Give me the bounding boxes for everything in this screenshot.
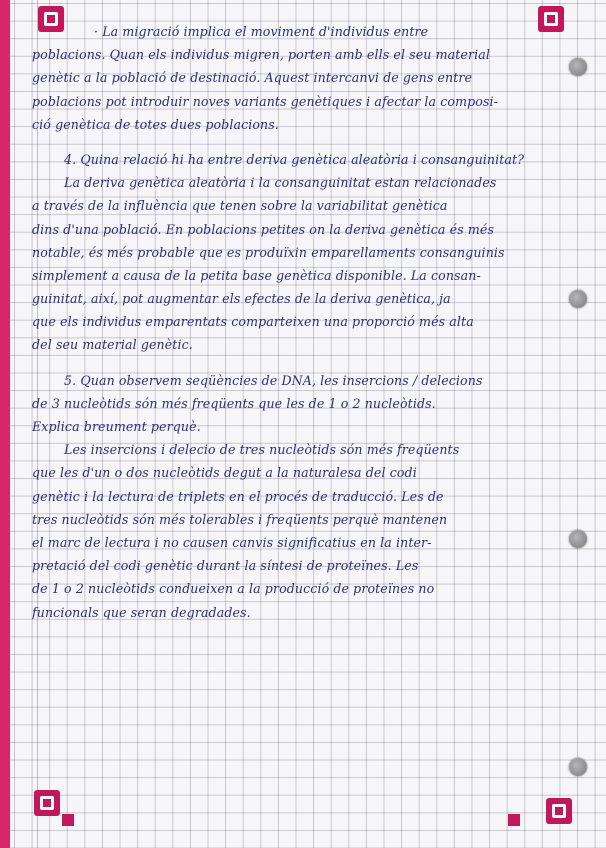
handwritten-text bbox=[32, 20, 552, 624]
text-line: pretació del codi genètic durant la síntesi de proteïnes. Les bbox=[32, 558, 419, 574]
binder-hole bbox=[569, 58, 587, 76]
text-line: · La migració implica el moviment d'individus entre bbox=[94, 24, 429, 39]
text-line: ció genètica de totes dues poblacions. bbox=[32, 116, 279, 132]
text-line: el marc de lectura i no causen canvis significatius en la inter- bbox=[32, 534, 432, 550]
text-line: de 3 nucleòtids són més freqüents que les de 1 o 2 nucleòtids. bbox=[32, 395, 436, 411]
text-line: notable, és més probable que es produïxin emparellaments consanguinis bbox=[32, 244, 505, 260]
text-line: de 1 o 2 nucleòtids condueixen a la producció de proteïnes no bbox=[32, 581, 435, 597]
text-line: que els individus emparentats comparteixen una proporció més alta bbox=[32, 314, 474, 330]
binder-hole bbox=[569, 758, 587, 776]
text-line: Explica breument perquè. bbox=[32, 419, 201, 434]
question-heading: 5. Quan observem seqüències de DNA, les insercions / delecions bbox=[64, 372, 483, 388]
text-line: genètic i la lectura de triplets en el procés de traducció. Les de bbox=[32, 488, 444, 504]
spacer bbox=[32, 357, 552, 369]
text-line: tres nucleòtids són més tolerables i freqüents perquè mantenen bbox=[32, 511, 448, 527]
text-line: que les d'un o dos nucleòtids degut a la naturalesa del codi bbox=[32, 465, 417, 481]
corner-square bbox=[62, 814, 74, 826]
spacer bbox=[32, 136, 552, 148]
notebook-page bbox=[10, 0, 606, 848]
binder-hole bbox=[569, 290, 587, 308]
text-line: funcionals que seran degradades. bbox=[32, 604, 251, 620]
text-line: poblacions. Quan els individus migren, porten amb ells el seu material bbox=[32, 47, 490, 63]
corner-square bbox=[508, 814, 520, 826]
binder-hole bbox=[569, 530, 587, 548]
text-line: del seu material genètic. bbox=[32, 337, 193, 353]
corner-logo-icon bbox=[34, 790, 60, 816]
text-line: a través de la influència que tenen sobre la variabilitat genètica bbox=[32, 198, 448, 214]
text-line: simplement a causa de la petita base genètica disponible. La consan- bbox=[32, 267, 481, 283]
corner-logo-icon bbox=[546, 798, 572, 824]
text-line: La deriva genètica aleatòria i la consanguinitat estan relacionades bbox=[64, 175, 497, 191]
text-line: poblacions pot introduir noves variants genètiques i afectar la composi- bbox=[32, 93, 499, 109]
question-heading: 4. Quina relació hi ha entre deriva genètica aleatòria i consanguinitat? bbox=[64, 151, 525, 167]
text-line: genètic a la població de destinació. Aquest intercanvi de gens entre bbox=[32, 70, 473, 86]
text-line: dins d'una població. En poblacions petites on la deriva genètica és més bbox=[32, 221, 495, 237]
text-line: Les insercions i delecio de tres nucleòtids són més freqüents bbox=[64, 442, 460, 458]
text-line: guinitat, així, pot augmentar els efectes de la deriva genètica, ja bbox=[32, 291, 451, 307]
